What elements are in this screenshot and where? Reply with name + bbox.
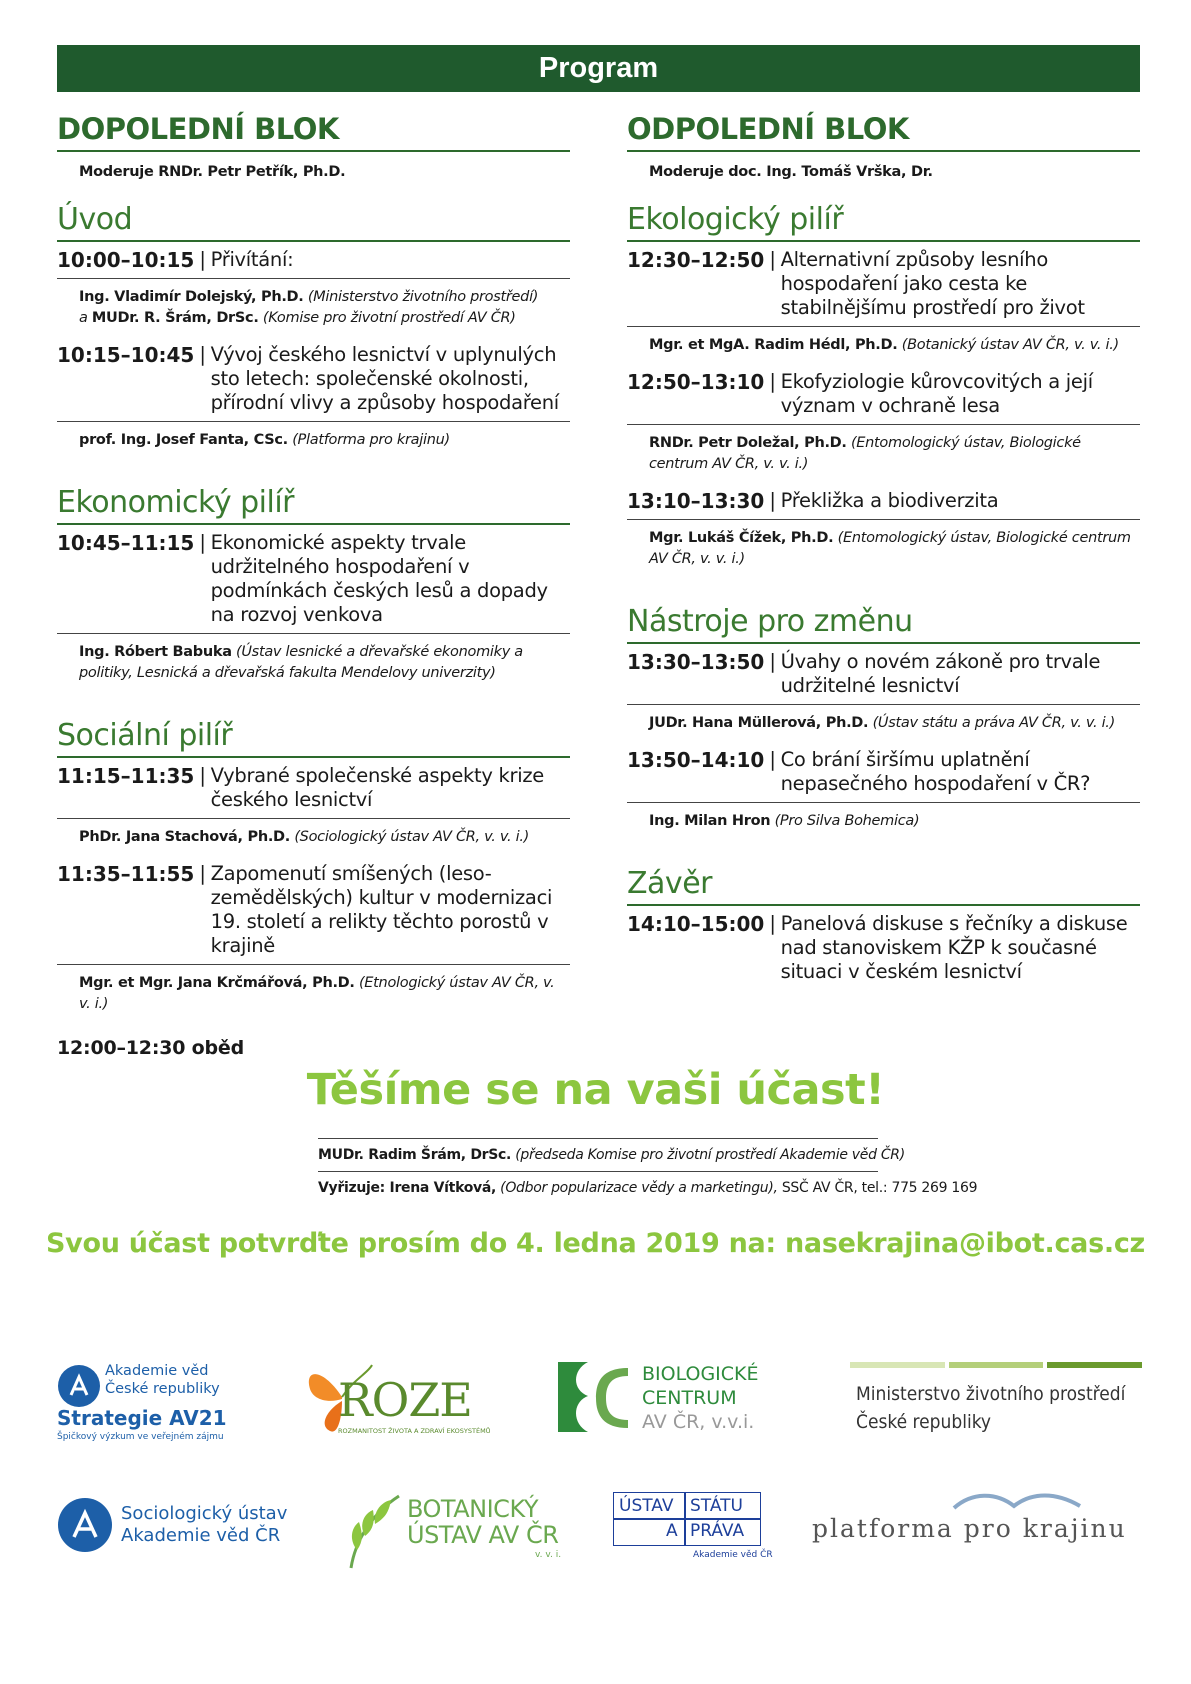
roze-wordmark: ROZE bbox=[338, 1373, 472, 1427]
time-separator: | bbox=[769, 370, 776, 393]
contact-row bbox=[318, 1171, 978, 1204]
chair-row bbox=[318, 1138, 905, 1171]
usp-box bbox=[613, 1492, 761, 1546]
block-title: ODPOLEDNÍ BLOK bbox=[627, 110, 1140, 152]
speaker-name: Ing. Róbert Babuka bbox=[79, 644, 232, 660]
talk-title: Zapomenutí smíšených (leso-zemědělských) kultur v modernizaci 19. století a relikty těchto porostů v krajině bbox=[210, 862, 553, 957]
ministry-name-2: České republiky bbox=[856, 1411, 992, 1433]
talk-title: Překližka a biodiverzita bbox=[780, 489, 999, 512]
speaker-affiliation: (Etnologický ústav AV ČR, v. v. i.) bbox=[79, 975, 555, 1012]
biology-centre-logo bbox=[558, 1360, 778, 1440]
talk-time: 12:50–13:10 bbox=[627, 370, 765, 394]
moderator: Moderuje doc. Ing. Tomáš Vrška, Dr. bbox=[649, 164, 933, 180]
soc-name-1: Sociologický ústav bbox=[121, 1503, 288, 1524]
speaker-line bbox=[627, 519, 1140, 578]
usp-word-1: ÚSTAV bbox=[619, 1496, 674, 1516]
talk-title: Přivítání: bbox=[210, 248, 294, 271]
speaker-name: Mgr. Lukáš Čížek, Ph.D. bbox=[649, 530, 834, 546]
time-separator: | bbox=[769, 650, 776, 673]
botany-institute-logo bbox=[345, 1492, 565, 1572]
talk-title: Vybrané společenské aspekty krize českého lesnictví bbox=[210, 764, 544, 811]
speaker-name: Ing. Vladimír Dolejský, Ph.D. bbox=[79, 289, 304, 305]
speaker-affiliation: (Entomologický ústav, Biologické centrum AV ČR, v. v. i.) bbox=[649, 530, 1131, 567]
talk-time: 11:15–11:35 bbox=[57, 764, 195, 788]
talk-row bbox=[57, 525, 570, 627]
talk-title: Ekofyziologie kůrovcovitých a její význam v ochraně lesa bbox=[780, 370, 1093, 417]
speaker-name: prof. Ing. Josef Fanta, CSc. bbox=[79, 432, 288, 448]
speaker-line bbox=[57, 818, 570, 856]
speaker-affiliation: (Ministerstvo životního prostředí) bbox=[307, 289, 539, 305]
usp-tagline: Akademie věd ČR bbox=[693, 1550, 773, 1560]
usp-word-4: PRÁVA bbox=[690, 1521, 745, 1541]
time-separator: | bbox=[769, 748, 776, 771]
talk-time: 13:30–13:50 bbox=[627, 650, 765, 674]
contact-rows bbox=[318, 1138, 978, 1204]
time-separator: | bbox=[769, 489, 776, 512]
ministry-name-1: Ministerstvo životního prostředí bbox=[856, 1383, 1126, 1405]
talk-row bbox=[57, 242, 570, 272]
platform-wordmark: platforma pro krajinu bbox=[812, 1514, 1127, 1543]
speaker-line bbox=[627, 802, 1140, 840]
bc-name-3: AV ČR, v.v.i. bbox=[642, 1411, 755, 1433]
section-heading: Závěr bbox=[627, 866, 1140, 906]
speaker-affiliation: (Ústav lesnické a dřevařské ekonomiky a politiky, Lesnická a dřevařská fakulta Mendelovy univerzity) bbox=[79, 644, 523, 681]
contact-name: Vyřizuje: Irena Vítková, bbox=[318, 1180, 497, 1196]
av-strategy: Strategie AV21 bbox=[57, 1406, 227, 1430]
speaker-affiliation: (Platforma pro krajinu) bbox=[292, 432, 450, 448]
section-heading: Úvod bbox=[57, 202, 570, 242]
talk-title: Vývoj českého lesnictví v uplynulých sto letech: společenské okolnosti, přírodní vlivy a způsoby hospodaření bbox=[210, 343, 559, 414]
talk-row bbox=[57, 856, 570, 958]
bc-emblem-icon bbox=[558, 1362, 630, 1434]
av-name-1: Akademie věd bbox=[105, 1363, 209, 1379]
wave-icon bbox=[952, 1492, 1082, 1512]
program-banner: Program bbox=[57, 45, 1140, 92]
talk-title: Úvahy o novém zákoně pro trvale udržitelné lesnictví bbox=[780, 650, 1101, 697]
bc-name-2: CENTRUM bbox=[642, 1387, 737, 1409]
talk-title: Ekonomické aspekty trvale udržitelného hospodaření v podmínkách českých lesů a dopady na rozvoj venkova bbox=[210, 531, 548, 626]
section-heading: Ekologický pilíř bbox=[627, 202, 1140, 242]
usp-word-3: A bbox=[666, 1521, 678, 1541]
talk-time: 10:45–11:15 bbox=[57, 531, 195, 555]
speaker-line bbox=[57, 421, 570, 459]
usp-word-2: STÁTU bbox=[690, 1496, 743, 1516]
speaker-affiliation: (Botanický ústav AV ČR, v. v. i.) bbox=[901, 337, 1119, 353]
leaf-icon bbox=[345, 1492, 405, 1570]
time-separator: | bbox=[199, 248, 206, 271]
rsvp-line[interactable]: Svou účast potvrďte prosím do 4. ledna 2019 na: nasekrajina@ibot.cas.cz bbox=[46, 1228, 1145, 1259]
speaker-name: Mgr. et MgA. Radim Hédl, Ph.D. bbox=[649, 337, 898, 353]
lunch-break: 12:00–12:30 oběd bbox=[57, 1037, 245, 1059]
speaker-affiliation: (Pro Silva Bohemica) bbox=[774, 813, 920, 829]
talk-time: 12:30–12:50 bbox=[627, 248, 765, 272]
section-heading: Ekonomický pilíř bbox=[57, 485, 570, 525]
speaker-line bbox=[57, 964, 570, 1023]
speaker-line bbox=[57, 278, 570, 337]
bot-name-3: v. v. i. bbox=[535, 1550, 562, 1560]
speaker-name: Ing. Milan Hron bbox=[649, 813, 771, 829]
talk-row bbox=[627, 742, 1140, 796]
chair-name: MUDr. Radim Šrám, DrSc. bbox=[318, 1147, 512, 1163]
speaker-conjunction: a bbox=[79, 310, 92, 326]
soc-name-2: Akademie věd ČR bbox=[121, 1525, 281, 1546]
speaker-name: JUDr. Hana Müllerová, Ph.D. bbox=[649, 715, 869, 731]
sociology-institute-logo bbox=[57, 1497, 307, 1557]
time-separator: | bbox=[199, 764, 206, 787]
talk-time: 10:15–10:45 bbox=[57, 343, 195, 367]
bot-name-1: BOTANICKÝ bbox=[407, 1495, 538, 1523]
contact-dept: (Odbor popularizace vědy a marketingu), bbox=[500, 1180, 778, 1196]
av-tagline: Špičkový výzkum ve veřejném zájmu bbox=[57, 1432, 224, 1442]
moderator: Moderuje RNDr. Petr Petřík, Ph.D. bbox=[79, 164, 346, 180]
talk-title: Alternativní způsoby lesního hospodaření jako cesta ke stabilnějšímu prostředí pro život bbox=[780, 248, 1085, 319]
speaker-line bbox=[627, 704, 1140, 742]
section-heading: Sociální pilíř bbox=[57, 718, 570, 758]
av-name-2: České republiky bbox=[105, 1381, 220, 1397]
speaker-name: Mgr. et Mgr. Jana Krčmářová, Ph.D. bbox=[79, 975, 355, 991]
morning-block bbox=[57, 110, 570, 1059]
talk-row bbox=[627, 483, 1140, 513]
ministry-stripes bbox=[850, 1362, 1142, 1368]
talk-row bbox=[57, 337, 570, 415]
talk-time: 10:00–10:15 bbox=[57, 248, 195, 272]
speaker-line bbox=[57, 633, 570, 692]
time-separator: | bbox=[199, 862, 206, 885]
av-emblem-icon bbox=[57, 1364, 101, 1408]
speaker-line bbox=[627, 326, 1140, 364]
speaker-name: RNDr. Petr Doležal, Ph.D. bbox=[649, 435, 847, 451]
ministry-env-logo bbox=[850, 1362, 1142, 1442]
roze-tagline: ROZMANITOST ŽIVOTA A ZDRAVÍ EKOSYSTÉMŮ bbox=[338, 1427, 491, 1435]
speaker-affiliation: (Sociologický ústav AV ČR, v. v. i.) bbox=[294, 829, 529, 845]
time-separator: | bbox=[199, 531, 206, 554]
bc-name-1: BIOLOGICKÉ bbox=[642, 1363, 759, 1385]
time-separator: | bbox=[199, 343, 206, 366]
speaker-name: PhDr. Jana Stachová, Ph.D. bbox=[79, 829, 290, 845]
talk-time: 11:35–11:55 bbox=[57, 862, 195, 886]
block-title: DOPOLEDNÍ BLOK bbox=[57, 110, 570, 152]
speaker-line bbox=[627, 424, 1140, 483]
talk-row bbox=[627, 644, 1140, 698]
talk-row bbox=[627, 242, 1140, 320]
speaker-affiliation: (Komise pro životní prostředí AV ČR) bbox=[262, 310, 516, 326]
talk-row bbox=[627, 906, 1140, 984]
time-separator: | bbox=[769, 248, 776, 271]
contact-phone: SSČ AV ČR, tel.: 775 269 169 bbox=[781, 1180, 978, 1196]
closing-headline: Těšíme se na vaši účast! bbox=[306, 1065, 885, 1115]
bot-name-2: ÚSTAV AV ČR bbox=[407, 1521, 559, 1549]
soc-emblem-icon bbox=[57, 1497, 113, 1553]
talk-time: 13:50–14:10 bbox=[627, 748, 765, 772]
talk-time: 14:10–15:00 bbox=[627, 912, 765, 936]
platform-landscape-logo bbox=[812, 1492, 1142, 1552]
talk-row bbox=[57, 758, 570, 812]
chair-role: (předseda Komise pro životní prostředí Akademie věd ČR) bbox=[515, 1147, 905, 1163]
speaker-name: MUDr. R. Šrám, DrSc. bbox=[91, 310, 259, 326]
speaker-affiliation: (Ústav státu a práva AV ČR, v. v. i.) bbox=[872, 715, 1115, 731]
talk-title: Co brání širšímu uplatnění nepasečného hospodaření v ČR? bbox=[780, 748, 1091, 795]
speaker-affiliation: (Entomologický ústav, Biologické centrum AV ČR, v. v. i.) bbox=[649, 435, 1081, 472]
afternoon-block bbox=[627, 110, 1140, 984]
talk-time: 13:10–13:30 bbox=[627, 489, 765, 513]
section-heading: Nástroje pro změnu bbox=[627, 604, 1140, 644]
state-law-institute-logo bbox=[613, 1492, 773, 1567]
time-separator: | bbox=[769, 912, 776, 935]
av-strategy-logo bbox=[57, 1362, 267, 1442]
talk-row bbox=[627, 364, 1140, 418]
talk-title: Panelová diskuse s řečníky a diskuse nad stanoviskem KŽP k současné situaci v českém lesnictví bbox=[780, 912, 1128, 983]
roze-logo bbox=[302, 1357, 502, 1447]
